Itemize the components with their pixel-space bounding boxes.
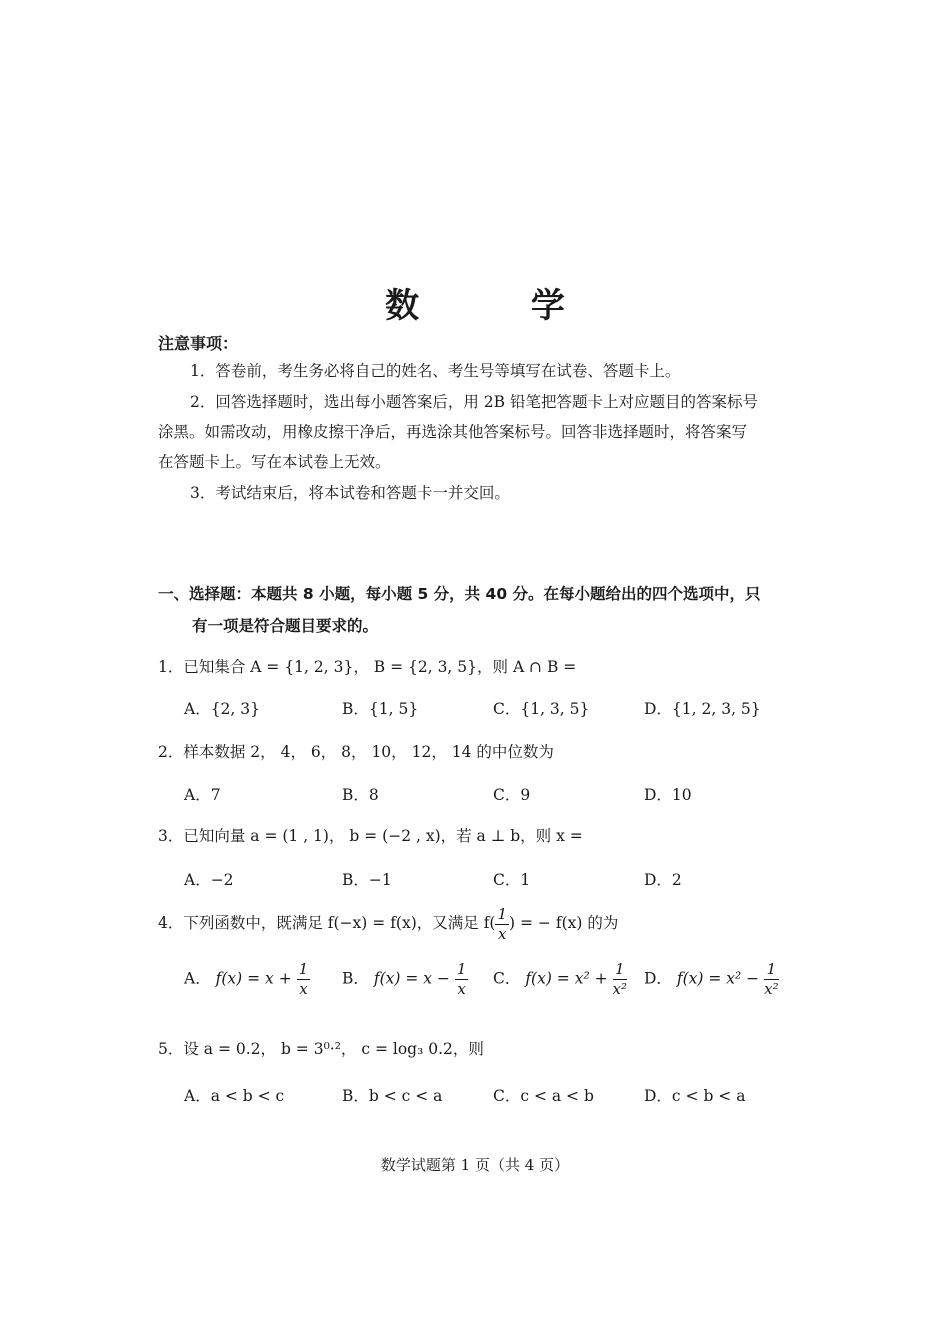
fraction-denominator: x² [764, 980, 779, 998]
question-4-option-a [184, 962, 310, 997]
option-fraction [455, 962, 469, 997]
question-2-stem: 2．样本数据 2， 4， 6， 8， 10， 12， 14 的中位数为 [158, 743, 554, 761]
question-4-stem-fraction [495, 904, 509, 943]
notice-item-2-cont: 涂黑。如需改动，用橡皮擦干净后，再选涂其他答案标号。回答非选择题时，将答案写 [158, 423, 748, 441]
option-expression: f(x) = x − [373, 969, 450, 988]
option-fraction [764, 962, 778, 997]
fraction-numerator: 1 [613, 962, 627, 980]
fraction-numerator: 1 [456, 960, 467, 978]
notice-heading: 注意事项： [158, 334, 239, 353]
question-1-option-d: D．{1, 2, 3, 5} [644, 700, 761, 718]
question-3-stem: 3．已知向量 a = (1 , 1)， b = (−2 , x)，若 a ⊥ b，则 x = [158, 827, 583, 845]
question-1-option-c: C．{1, 3, 5} [493, 700, 590, 718]
question-3-option-d: D．2 [644, 871, 682, 889]
option-expression: f(x) = x² − [676, 969, 760, 988]
option-expression: f(x) = x² + [525, 969, 608, 988]
question-4-stem-prefix: 4．下列函数中，既满足 f(−x) = f(x)，又满足 f( [158, 914, 496, 932]
notice-item-1: 1．答卷前，考生务必将自己的姓名、考生号等填写在试卷、答题卡上。 [190, 362, 681, 380]
question-5-option-a: A．a < b < c [184, 1087, 285, 1105]
fraction-numerator: 1 [764, 962, 778, 980]
question-2-option-c: C．9 [493, 786, 531, 804]
page-title: 数 学 [385, 286, 615, 326]
option-fraction [297, 962, 311, 997]
option-fraction [613, 962, 627, 997]
question-4-stem [158, 903, 618, 943]
question-4-option-d [644, 962, 779, 997]
question-5-option-b: B．b < c < a [342, 1087, 443, 1105]
question-4-option-c [493, 962, 627, 997]
notice-item-3: 3．考试结束后，将本试卷和答题卡一并交回。 [190, 484, 510, 502]
question-1-option-a: A．{2, 3} [184, 700, 260, 718]
page-footer: 数学试题第 1 页（共 4 页） [380, 1156, 570, 1174]
question-3-option-b: B．−1 [342, 871, 392, 889]
section-heading-line2: 有一项是符合题目要求的。 [192, 617, 379, 635]
option-label: D． [644, 969, 672, 988]
option-label: B． [342, 969, 369, 988]
section-heading-line1: 一、选择题：本题共 8 小题，每小题 5 分，共 40 分。在每小题给出的四个选项中，只 [158, 585, 761, 603]
option-expression: f(x) = x + [215, 969, 292, 988]
fraction-numerator: 1 [497, 904, 508, 923]
fraction-numerator: 1 [298, 960, 309, 978]
question-3-option-a: A．−2 [184, 871, 234, 889]
question-1-option-b: B．{1, 5} [342, 700, 419, 718]
question-4-option-b [342, 962, 468, 997]
fraction-denominator: x [299, 980, 308, 998]
option-label: A． [184, 969, 211, 988]
question-5-option-c: C．c < a < b [493, 1087, 594, 1105]
question-2-option-d: D．10 [644, 786, 692, 804]
question-2-option-b: B．8 [342, 786, 379, 804]
fraction-denominator: x [498, 924, 507, 943]
notice-item-2-cont2: 在答题卡上。写在本试卷上无效。 [158, 453, 391, 471]
section-heading [158, 578, 798, 642]
question-2-option-a: A．7 [184, 786, 221, 804]
question-5-option-d: D．c < b < a [644, 1087, 746, 1105]
question-1-stem: 1．已知集合 A = {1, 2, 3}， B = {2, 3, 5}，则 A ∩ B = [158, 658, 577, 676]
fraction-denominator: x [457, 980, 466, 998]
option-label: C． [493, 969, 521, 988]
question-3-option-c: C．1 [493, 871, 531, 889]
question-5-stem: 5．设 a = 0.2， b = 3⁰·²， c = log₃ 0.2，则 [158, 1040, 484, 1058]
fraction-denominator: x² [612, 980, 628, 998]
question-4-stem-suffix: ) = − f(x) 的为 [509, 914, 619, 932]
notice-item-2: 2．回答选择题时，选出每小题答案后，用 2B 铅笔把答题卡上对应题目的答案标号 [190, 393, 758, 411]
